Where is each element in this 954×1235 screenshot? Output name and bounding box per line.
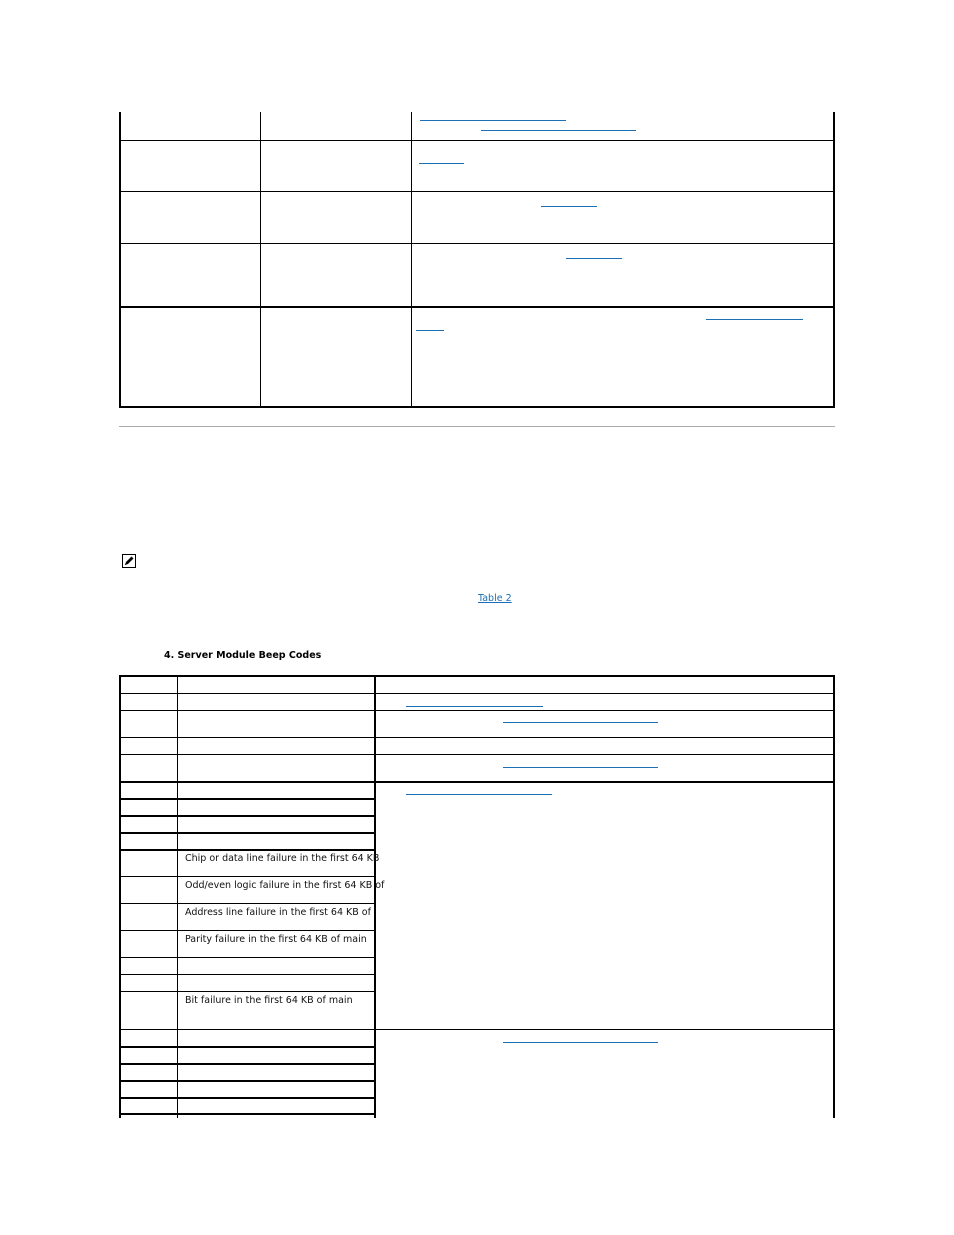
link[interactable] [541,206,597,207]
link[interactable] [420,120,566,121]
note-pencil-icon [122,553,136,567]
link[interactable] [503,722,658,723]
link[interactable] [566,258,622,259]
link[interactable] [706,319,803,320]
link[interactable] [419,163,464,164]
table-row-description: Odd/even logic failure in the first 64 KB of [185,880,385,891]
link[interactable] [481,130,636,131]
table-row-description: Address line failure in the first 64 KB of [185,907,371,918]
link[interactable] [406,706,543,707]
link[interactable] [503,1042,658,1043]
table-2-link[interactable]: Table 2 [478,593,512,604]
table-row-description: Bit failure in the first 64 KB of main [185,995,353,1006]
link[interactable] [406,794,552,795]
section-divider [119,426,835,427]
link[interactable] [503,767,658,768]
table-caption: 4. Server Module Beep Codes [164,650,322,661]
table-row-description: Chip or data line failure in the first 64 KB [185,853,380,864]
link[interactable] [416,330,444,331]
table-row-description: Parity failure in the first 64 KB of main [185,934,367,945]
